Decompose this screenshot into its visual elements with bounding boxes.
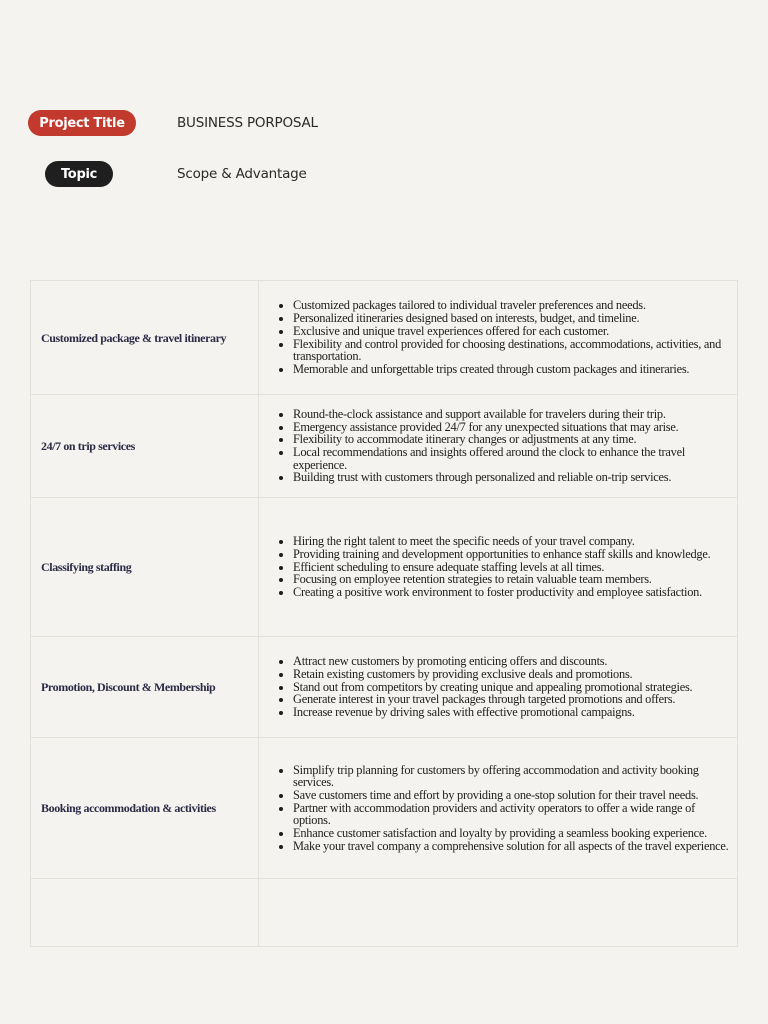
topic-row bbox=[28, 161, 113, 187]
table-row bbox=[31, 738, 738, 879]
list-item: • Local recommendations and insights offered around the clock to enhance the travel experience. bbox=[293, 446, 729, 471]
list-item: • Make your travel company a comprehensive solution for all aspects of the travel experience. bbox=[293, 840, 729, 853]
list-item: • Building trust with customers through personalized and reliable on-trip services. bbox=[293, 471, 729, 484]
list-item: • Partner with accommodation providers and activity operators to offer a wide range of options. bbox=[293, 802, 729, 827]
empty-label-cell bbox=[31, 879, 259, 947]
list-item: • Stand out from competitors by creating unique and appealing promotional strategies. bbox=[293, 681, 729, 694]
topic-value: Scope & Advantage bbox=[177, 166, 307, 182]
list-item: • Flexibility to accommodate itinerary changes or adjustments at any time. bbox=[293, 433, 729, 446]
empty-description-cell bbox=[259, 879, 738, 947]
list-item: • Memorable and unforgettable trips created through custom packages and itineraries. bbox=[293, 363, 729, 376]
list-item: • Providing training and development opportunities to enhance staff skills and knowledge. bbox=[293, 548, 729, 561]
row-description bbox=[259, 637, 738, 738]
row-label: Promotion, Discount & Membership bbox=[31, 637, 259, 738]
project-title-row bbox=[28, 110, 136, 136]
list-item: • Flexibility and control provided for choosing destinations, accommodations, activities, and transportation. bbox=[293, 338, 729, 363]
project-title-badge: Project Title bbox=[28, 110, 136, 136]
list-item: • Generate interest in your travel packages through targeted promotions and offers. bbox=[293, 693, 729, 706]
topic-badge: Topic bbox=[45, 161, 113, 187]
list-item: • Focusing on employee retention strategies to retain valuable team members. bbox=[293, 573, 729, 586]
bullet-list bbox=[275, 299, 729, 375]
table-row bbox=[31, 498, 738, 637]
list-item: • Customized packages tailored to individual traveler preferences and needs. bbox=[293, 299, 729, 312]
row-label: Customized package & travel itinerary bbox=[31, 281, 259, 395]
list-item: • Personalized itineraries designed based on interests, budget, and timeline. bbox=[293, 312, 729, 325]
list-item: • Exclusive and unique travel experiences offered for each customer. bbox=[293, 325, 729, 338]
project-title-value: BUSINESS PORPOSAL bbox=[177, 115, 318, 131]
bullet-list bbox=[275, 535, 729, 599]
bullet-list bbox=[275, 655, 729, 719]
table-row bbox=[31, 281, 738, 395]
table-row bbox=[31, 395, 738, 498]
list-item: • Attract new customers by promoting enticing offers and discounts. bbox=[293, 655, 729, 668]
list-item: • Efficient scheduling to ensure adequate staffing levels at all times. bbox=[293, 561, 729, 574]
list-item: • Save customers time and effort by providing a one-stop solution for their travel needs. bbox=[293, 789, 729, 802]
list-item: • Retain existing customers by providing exclusive deals and promotions. bbox=[293, 668, 729, 681]
list-item: • Enhance customer satisfaction and loyalty by providing a seamless booking experience. bbox=[293, 827, 729, 840]
row-description bbox=[259, 498, 738, 637]
proposal-table bbox=[30, 280, 738, 947]
list-item: • Creating a positive work environment to foster productivity and employee satisfaction. bbox=[293, 586, 729, 599]
row-description bbox=[259, 738, 738, 879]
list-item: • Emergency assistance provided 24/7 for any unexpected situations that may arise. bbox=[293, 421, 729, 434]
row-description bbox=[259, 395, 738, 498]
row-description bbox=[259, 281, 738, 395]
bullet-list bbox=[275, 764, 729, 853]
list-item: • Hiring the right talent to meet the specific needs of your travel company. bbox=[293, 535, 729, 548]
row-label: 24/7 on trip services bbox=[31, 395, 259, 498]
bullet-list bbox=[275, 408, 729, 484]
table-row-empty bbox=[31, 879, 738, 947]
list-item: • Increase revenue by driving sales with effective promotional campaigns. bbox=[293, 706, 729, 719]
list-item: • Simplify trip planning for customers by offering accommodation and activity booking services. bbox=[293, 764, 729, 789]
list-item: • Round-the-clock assistance and support available for travelers during their trip. bbox=[293, 408, 729, 421]
table-row bbox=[31, 637, 738, 738]
row-label: Booking accommodation & activities bbox=[31, 738, 259, 879]
row-label: Classifying staffing bbox=[31, 498, 259, 637]
